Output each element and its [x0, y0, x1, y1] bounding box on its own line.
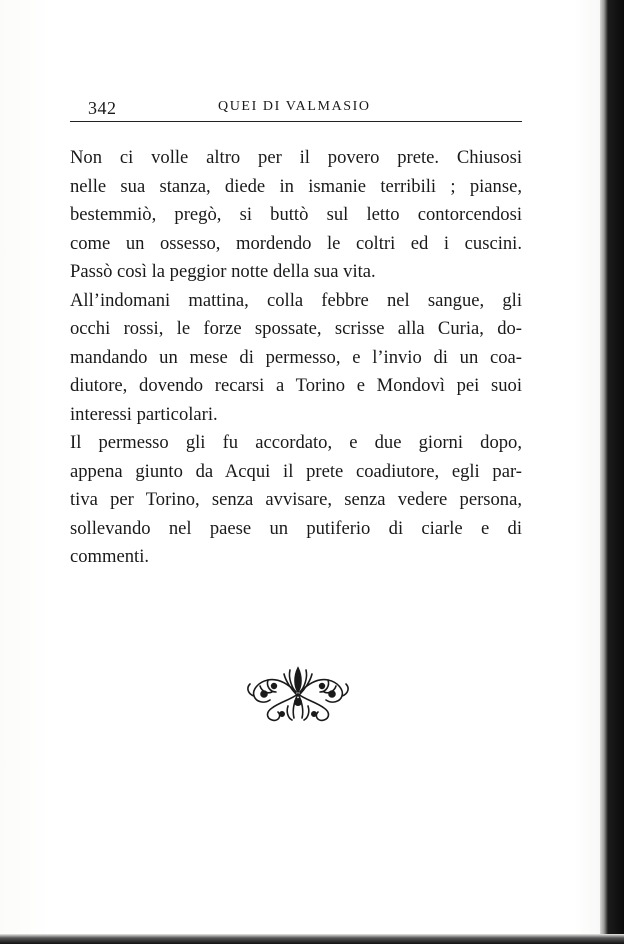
text-line: bestemmiò, pregò, si buttò sul letto contorcendosi: [70, 204, 522, 225]
text-line: appena giunto da Acqui il prete coadiutore, egli par-: [70, 460, 522, 482]
paragraph: [70, 144, 522, 287]
text-line: mandando un mese di permesso, e l’invio di un coa-: [70, 346, 522, 368]
text-line: nelle sua stanza, diede in ismanie terribili ; pianse,: [70, 175, 522, 197]
paragraph: [70, 287, 522, 430]
floral-tailpiece-ornament-icon: [244, 662, 352, 724]
text-line: commenti.: [70, 546, 150, 567]
text-line: come un ossesso, mordendo le coltri ed i cuscini.: [70, 232, 522, 254]
header-rule: [70, 121, 522, 122]
paragraph: [70, 429, 522, 572]
text-line: Non ci volle altro per il povero prete. Chiusosi: [70, 147, 522, 168]
text-line: tiva per Torino, senza avvisare, senza vedere persona,: [70, 489, 522, 510]
page-number: 342: [88, 98, 117, 118]
text-line: interessi particolari.: [70, 403, 218, 425]
text-line: diutore, dovendo recarsi a Torino e Mondovì pei suoi: [70, 375, 522, 396]
text-line: Il permesso gli fu accordato, e due giorni dopo,: [70, 432, 522, 453]
text-line: All’indomani mattina, colla febbre nel sangue, gli: [70, 289, 522, 311]
page-header: [70, 96, 522, 120]
text-line: Passò così la peggior notte della sua vita.: [70, 261, 376, 282]
running-title: QUEI DI VALMASIO: [218, 99, 371, 114]
body-text: [70, 144, 522, 572]
page-bottom-edge: [0, 934, 624, 944]
page-binding-edge: [600, 0, 624, 944]
text-line: sollevando nel paese un putiferio di ciarle e di: [70, 517, 522, 539]
text-line: occhi rossi, le forze spossate, scrisse alla Curia, do-: [70, 318, 522, 339]
